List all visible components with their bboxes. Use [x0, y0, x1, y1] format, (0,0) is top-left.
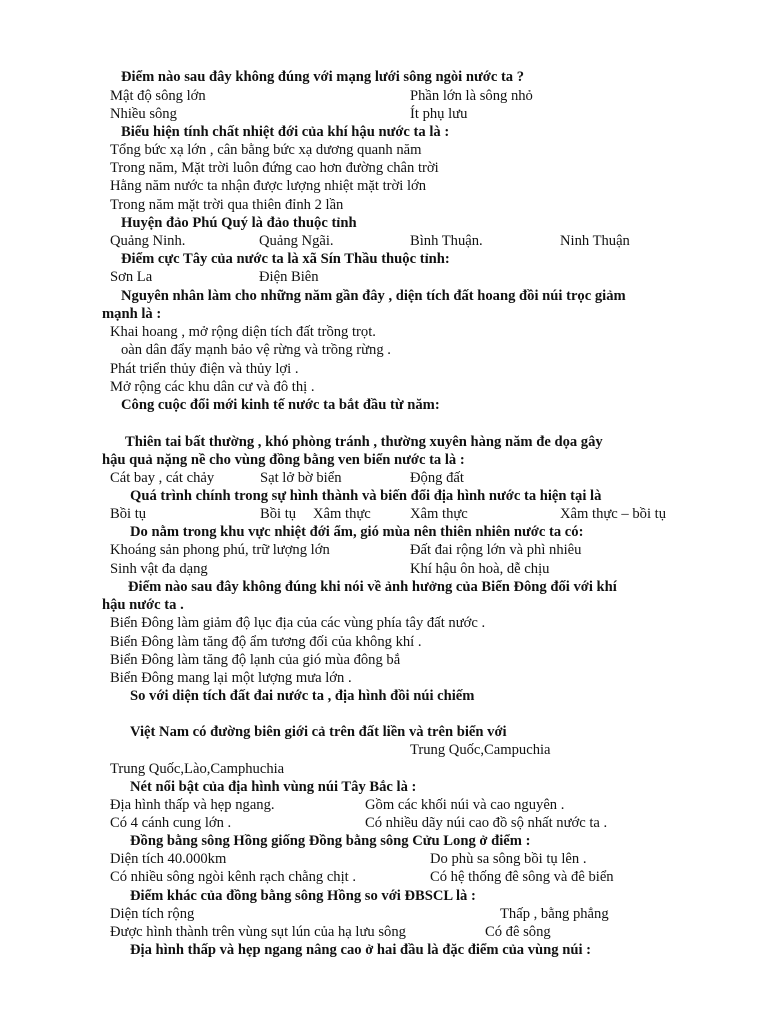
question-text: Điểm nào sau đây không đúng khi nói về ảnh hưởng của Biển Đông đối với khí [128, 579, 617, 595]
answer-option: Biển Đông làm giảm độ lục địa của các vùng phía tây đất nước . [110, 615, 486, 631]
question-text: Quá trình chính trong sự hình thành và biến đổi địa hình nước ta hiện tại là [130, 488, 602, 504]
answer-option: Diện tích 40.000km [110, 851, 227, 867]
answer-option: Mật độ sông lớn [110, 88, 206, 104]
answer-option: Có nhiều sông ngòi kênh rạch chằng chịt . [110, 869, 357, 885]
question-text: Do nằm trong khu vực nhiệt đới ẩm, gió mùa nên thiên nhiên nước ta có: [130, 524, 584, 540]
answer-option: Trung Quốc,Campuchia [410, 742, 551, 758]
answer-option: Có đê sông [485, 924, 551, 940]
answer-option: Có nhiều dãy núi cao đồ sộ nhất nước ta . [365, 815, 608, 831]
question-text: mạnh là : [102, 306, 162, 322]
answer-option: Có 4 cánh cung lớn . [110, 815, 232, 831]
answer-option: Trung Quốc,Lào,Camphuchia [110, 761, 285, 777]
answer-option: Bình Thuận. [410, 233, 483, 249]
answer-option: Xâm thực [410, 506, 468, 522]
question-text: hậu quả nặng nề cho vùng đồng bằng ven biển nước ta là : [102, 452, 465, 468]
answer-option: Ít phụ lưu [410, 106, 468, 122]
answer-option: Nhiều sông [110, 106, 177, 122]
answer-option: Quảng Ninh. [110, 233, 186, 249]
answer-option: Đất đai rộng lớn và phì nhiêu [410, 542, 582, 558]
question-text: Điểm nào sau đây không đúng với mạng lưới sông ngòi nước ta ? [121, 69, 525, 85]
question-text: Điểm cực Tây của nước ta là xã Sín Thầu thuộc tỉnh: [121, 251, 450, 267]
answer-option: Phát triển thủy điện và thủy lợi . [110, 361, 299, 377]
answer-option: Sinh vật đa dạng [110, 561, 208, 577]
answer-option: Khoáng sản phong phú, trữ lượng lớn [110, 542, 330, 558]
answer-option: Ninh Thuận [560, 233, 630, 249]
answer-option: Quảng Ngãi. [259, 233, 334, 249]
answer-option: Bồi tụ [260, 506, 297, 522]
answer-option: Biển Đông làm tăng độ lạnh của gió mùa đông bắ [110, 652, 401, 668]
answer-option: Khí hậu ôn hoà, dễ chịu [410, 561, 550, 577]
answer-option: Sơn La [110, 269, 153, 285]
question-text: So với diện tích đất đai nước ta , địa hình đồi núi chiếm [130, 688, 475, 704]
answer-option: Xâm thực – bồi tụ [560, 506, 666, 522]
question-text: Địa hình thấp và hẹp ngang nâng cao ở hai đầu là đặc điểm của vùng núi : [130, 942, 592, 958]
question-text: Biểu hiện tính chất nhiệt đới của khí hậu nước ta là : [121, 124, 450, 140]
answer-option: Được hình thành trên vùng sụt lún của hạ lưu sông [110, 924, 406, 940]
question-text: Điểm khác của đồng bằng sông Hồng so với ĐBSCL là : [130, 888, 476, 904]
answer-option: oàn dân đẩy mạnh bảo vệ rừng và trồng rừng . [121, 342, 391, 358]
question-text: Công cuộc đổi mới kinh tế nước ta bắt đầu từ năm: [121, 397, 440, 413]
answer-option: Bồi tụ [110, 506, 147, 522]
question-text: Huyện đảo Phú Quý là đảo thuộc tỉnh [121, 215, 357, 231]
question-text: Nguyên nhân làm cho những năm gần đây , diện tích đất hoang đồi núi trọc giảm [121, 288, 626, 304]
answer-option: Biển Đông mang lại một lượng mưa lớn . [110, 670, 352, 686]
answer-option: Tổng bức xạ lớn , cân bằng bức xạ dương quanh năm [110, 142, 422, 158]
question-text: Đồng bằng sông Hồng giống Đồng bằng sông Cửu Long ở điểm : [130, 833, 531, 849]
question-text: Thiên tai bất thường , khó phòng tránh , thường xuyên hàng năm đe dọa gây [125, 434, 603, 450]
answer-option: Phần lớn là sông nhỏ [410, 88, 533, 104]
answer-option: Động đất [410, 470, 464, 486]
question-text: Nét nổi bật của địa hình vùng núi Tây Bắc là : [130, 779, 417, 795]
question-text: hậu nước ta . [102, 597, 184, 613]
answer-option: Thấp , bằng phẳng [500, 906, 609, 922]
answer-option: Trong năm, Mặt trời luôn đứng cao hơn đường chân trời [110, 160, 439, 176]
question-text: Việt Nam có đường biên giới cả trên đất liền và trên biển với [130, 724, 507, 740]
answer-option: Mở rộng các khu dân cư và đô thị . [110, 379, 315, 395]
answer-option: Địa hình thấp và hẹp ngang. [110, 797, 275, 813]
answer-option: Diện tích rộng [110, 906, 195, 922]
answer-option: Hằng năm nước ta nhận được lượng nhiệt mặt trời lớn [110, 178, 427, 194]
answer-option: Khai hoang , mở rộng diện tích đất trồng trọt. [110, 324, 376, 340]
answer-option: Biển Đông làm tăng độ ẩm tương đối của không khí . [110, 634, 422, 650]
answer-option: Sạt lở bờ biển [260, 470, 342, 486]
answer-option: Cát bay , cát chảy [110, 470, 215, 486]
answer-option: Do phù sa sông bồi tụ lên . [430, 851, 587, 867]
answer-option: Trong năm mặt trời qua thiên đỉnh 2 lần [110, 197, 344, 213]
answer-option: Có hệ thống đê sông và đê biển [430, 869, 614, 885]
answer-option: Điện Biên [259, 269, 319, 285]
answer-option: Gồm các khối núi và cao nguyên . [365, 797, 565, 813]
answer-option: Xâm thực [313, 506, 371, 522]
